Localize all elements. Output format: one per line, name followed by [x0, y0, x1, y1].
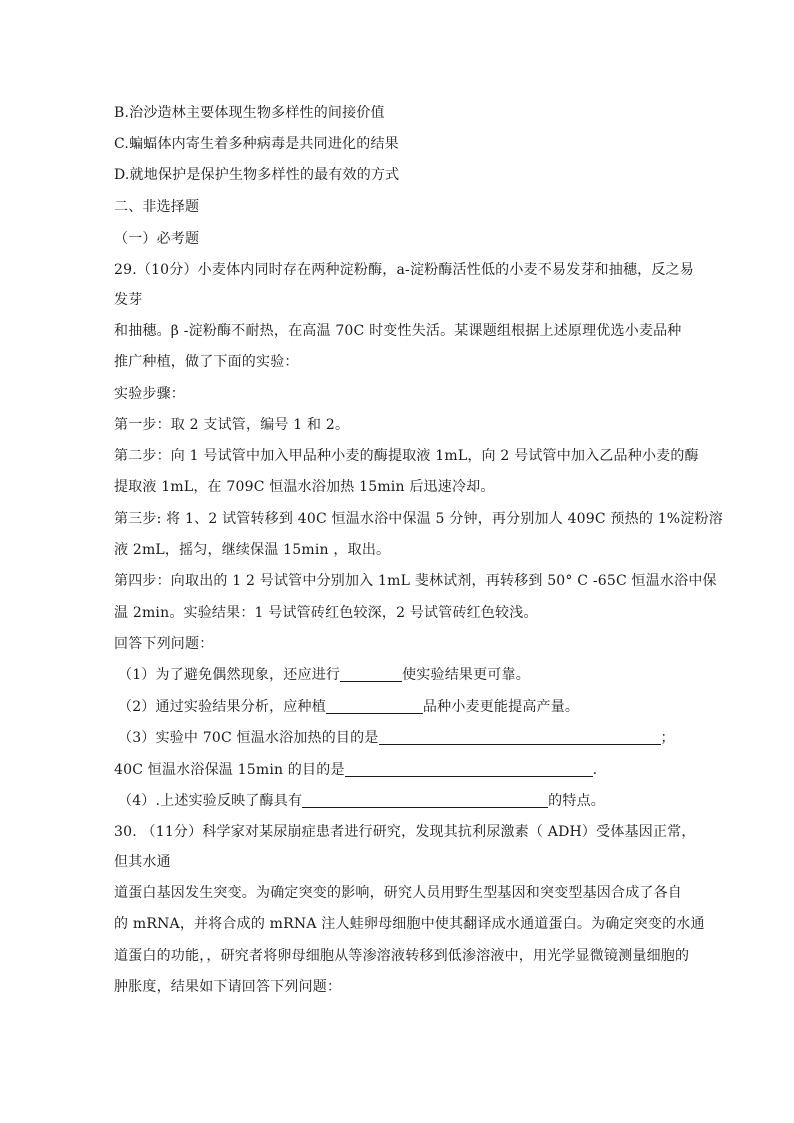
q29-step4: 温 2min。实验结果：1 号试管砖红色较深，2 号试管砖红色较浅。 — [114, 605, 538, 621]
q29-step3: 液 2mL，摇匀，继续保温 15min ，取出。 — [114, 542, 391, 558]
q29-step2: 第二步：向 1 号试管中加入甲品种小麦的酶提取液 1mL，向 2 号试管中加入乙品种小麦的酶 — [114, 448, 699, 464]
q29-step2: 提取液 1mL，在 709C 恒温水浴加热 15min 后迅速冷却。 — [114, 479, 495, 495]
q29-sub1-text: （1）为了避免偶然现象，还应进行 — [118, 667, 341, 683]
option-c: C.蝙蝠体内寄生着多种病毒是共同进化的结果 — [114, 136, 399, 152]
answer-blank[interactable] — [379, 730, 661, 745]
q30-text: 道蛋白的功能，，研究者将卵母细胞从等渗溶液转移到低渗溶液中，用光学显微镜测量细胞的 — [114, 948, 690, 964]
q30-text: 但其水通 — [114, 854, 171, 870]
q29-steps-label: 实验步骤： — [114, 386, 185, 402]
q29-sub3-cont-tail: . — [592, 762, 598, 778]
q30-text: 肿胀度，结果如下请回答下列问题： — [114, 979, 342, 995]
answer-blank[interactable] — [326, 699, 423, 714]
q29-sub1-tail: 使实验结果更可靠。 — [402, 667, 530, 683]
q29-sub1 — [118, 665, 530, 685]
option-d: D.就地保护是保护生物多样性的最有效的方式 — [114, 167, 400, 183]
q29-text: 发芽 — [114, 292, 143, 308]
q30-text: 的 mRNA，并将合成的 mRNA 注人蛙卵母细胞中使其翻译成水通道蛋白。为确定突变的水通 — [114, 916, 705, 932]
q29-text: 29.（10分）小麦体内同时存在两种淀粉酶，a-淀粉酶活性低的小麦不易发芽和抽穗，反之易 — [114, 262, 694, 278]
option-b: B.治沙造林主要体现生物多样性的间接价值 — [114, 105, 385, 121]
q29-prompt: 回答下列问题： — [114, 636, 214, 652]
q30-text: 道蛋白基因发生突变。为确定突变的影响，研究人员用野生型基因和突变型基因合成了各自 — [114, 885, 682, 901]
answer-blank[interactable] — [302, 793, 548, 808]
q29-step1: 第一步：取 2 支试管，编号 1 和 2。 — [114, 417, 350, 433]
q29-sub3 — [118, 728, 675, 748]
q29-text: 和抽穗。β -淀粉酶不耐热，在高温 70C 时变性失活。某课题组根据上述原理优选小麦品种 — [114, 323, 682, 339]
q29-sub4-text: （4）.上述实验反映了酶具有 — [118, 793, 303, 809]
q29-sub2-text: （2）通过实验结果分析，应种植 — [118, 699, 326, 715]
answer-blank[interactable] — [345, 762, 593, 777]
q29-text: 推广种植，做了下面的实验： — [114, 354, 299, 370]
q29-step3: 第三步: 将 1、2 试管转移到 40C 恒温水浴中保温 5 分钟，再分别加人 409C 预热的 1%淀粉溶 — [114, 511, 723, 527]
q29-sub3-cont-text: 40C 恒温水浴保温 15min 的目的是 — [114, 762, 345, 778]
section-heading: 二、非选择题 — [114, 199, 200, 215]
q29-step4: 第四步：向取出的 1 2 号试管中分别加入 1mL 斐林试剂，再转移到 50° C -65C 恒温水浴中保 — [114, 573, 717, 589]
subsection-heading: （一）必考题 — [114, 231, 200, 247]
q29-sub4 — [118, 791, 605, 811]
q29-sub3-cont — [114, 760, 597, 780]
q29-sub3-tail: ； — [660, 730, 675, 746]
q29-sub2-tail: 品种小麦更能提高产量。 — [422, 699, 580, 715]
q29-sub2 — [118, 697, 579, 717]
q29-sub4-tail: 的特点。 — [548, 793, 605, 809]
q30-text: 30. （11分）科学家对某尿崩症患者进行研究，发现其抗利尿激素（ ADH）受体基因正常， — [114, 824, 696, 840]
answer-blank[interactable] — [340, 667, 402, 682]
q29-sub3-text: （3）实验中 70C 恒温水浴加热的目的是 — [118, 730, 379, 746]
